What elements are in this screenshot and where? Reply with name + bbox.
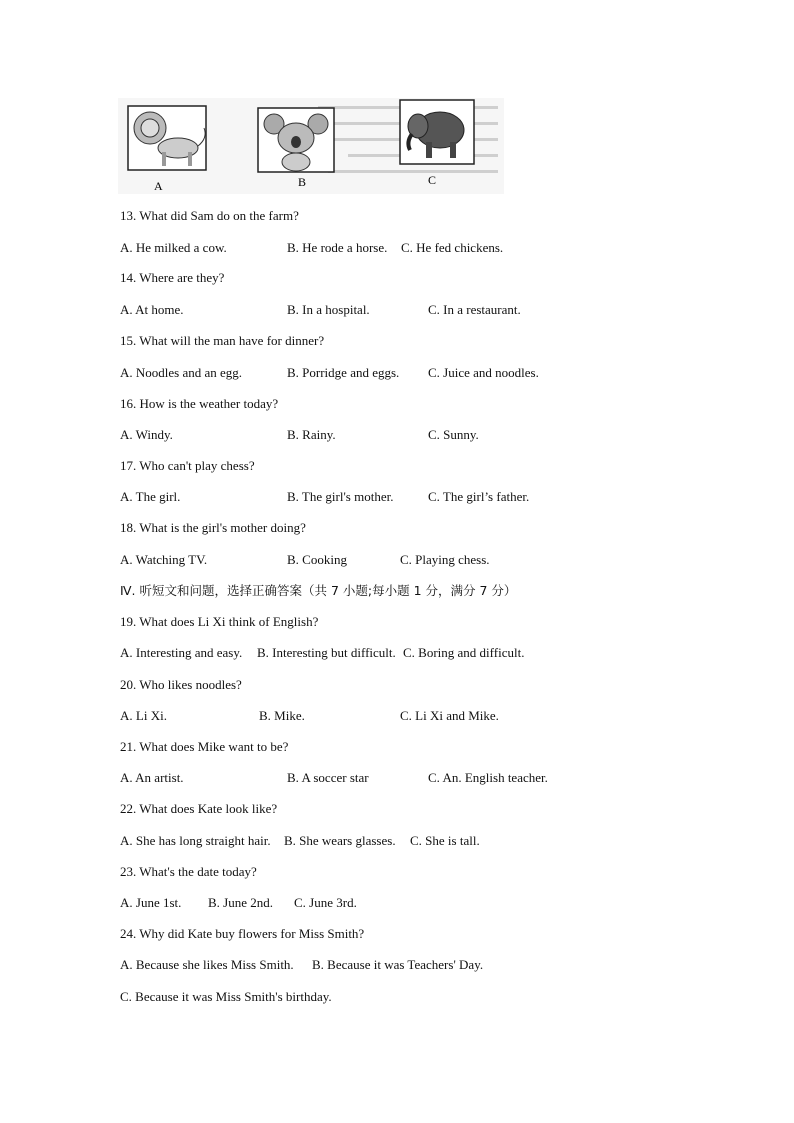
option-13-b[interactable]: B. He rode a horse. — [287, 240, 388, 255]
option-16-c[interactable]: C. Sunny. — [428, 427, 479, 442]
question-15: 15. What will the man have for dinner? — [120, 333, 325, 348]
option-21-a[interactable]: A. An artist. — [120, 770, 184, 785]
lion-icon — [128, 106, 206, 170]
option-19-b[interactable]: B. Interesting but difficult. — [257, 645, 396, 660]
question-23: 23. What's the date today? — [120, 864, 257, 879]
option-16-b[interactable]: B. Rainy. — [287, 427, 336, 442]
option-22-c[interactable]: C. She is tall. — [410, 833, 480, 848]
question-20: 20. Who likes noodles? — [120, 677, 242, 692]
picture-strip — [118, 98, 504, 194]
question-24: 24. Why did Kate buy flowers for Miss Smith? — [120, 926, 365, 941]
option-15-a[interactable]: A. Noodles and an egg. — [120, 365, 243, 380]
option-24-a[interactable]: A. Because she likes Miss Smith. — [120, 957, 294, 972]
option-17-b[interactable]: B. The girl's mother. — [287, 489, 394, 504]
question-14: 14. Where are they? — [120, 270, 225, 285]
picture-label-a: A — [154, 179, 163, 193]
option-19-a[interactable]: A. Interesting and easy. — [120, 645, 243, 660]
option-24-b[interactable]: B. Because it was Teachers' Day. — [312, 957, 484, 972]
option-23-c[interactable]: C. June 3rd. — [294, 895, 357, 910]
koala-icon — [258, 108, 334, 172]
option-17-a[interactable]: A. The girl. — [120, 489, 181, 504]
option-23-a[interactable]: A. June 1st. — [120, 895, 182, 910]
option-20-a[interactable]: A. Li Xi. — [120, 708, 167, 723]
option-19-c[interactable]: C. Boring and difficult. — [403, 645, 525, 660]
section-4-title: Ⅳ. 听短文和问题，选择正确答案（共 7 小题;每小题 1 分，满分 7 分） — [120, 583, 517, 598]
question-13: 13. What did Sam do on the farm? — [120, 208, 299, 223]
option-22-a[interactable]: A. She has long straight hair. — [120, 833, 271, 848]
option-21-c[interactable]: C. An. English teacher. — [428, 770, 548, 785]
question-22: 22. What does Kate look like? — [120, 801, 278, 816]
picture-label-c: C — [428, 173, 437, 187]
option-23-b[interactable]: B. June 2nd. — [208, 895, 273, 910]
question-17: 17. Who can't play chess? — [120, 458, 255, 473]
option-18-c[interactable]: C. Playing chess. — [400, 552, 490, 567]
option-18-a[interactable]: A. Watching TV. — [120, 552, 208, 567]
picture-label-b: B — [298, 175, 307, 189]
option-13-c[interactable]: C. He fed chickens. — [401, 240, 504, 255]
option-17-c[interactable]: C. The girl’s father. — [428, 489, 530, 504]
option-14-b[interactable]: B. In a hospital. — [287, 302, 370, 317]
question-21: 21. What does Mike want to be? — [120, 739, 289, 754]
question-16: 16. How is the weather today? — [120, 396, 279, 411]
option-14-c[interactable]: C. In a restaurant. — [428, 302, 521, 317]
option-20-b[interactable]: B. Mike. — [259, 708, 305, 723]
option-18-b[interactable]: B. Cooking — [287, 552, 347, 567]
option-15-c[interactable]: C. Juice and noodles. — [428, 365, 539, 380]
option-20-c[interactable]: C. Li Xi and Mike. — [400, 708, 499, 723]
option-21-b[interactable]: B. A soccer star — [287, 770, 369, 785]
elephant-icon — [400, 100, 474, 164]
option-22-b[interactable]: B. She wears glasses. — [284, 833, 396, 848]
option-15-b[interactable]: B. Porridge and eggs. — [287, 365, 400, 380]
option-16-a[interactable]: A. Windy. — [120, 427, 173, 442]
option-13-a[interactable]: A. He milked a cow. — [120, 240, 227, 255]
question-18: 18. What is the girl's mother doing? — [120, 520, 306, 535]
option-14-a[interactable]: A. At home. — [120, 302, 184, 317]
question-19: 19. What does Li Xi think of English? — [120, 614, 319, 629]
option-24-c[interactable]: C. Because it was Miss Smith's birthday. — [120, 989, 332, 1004]
